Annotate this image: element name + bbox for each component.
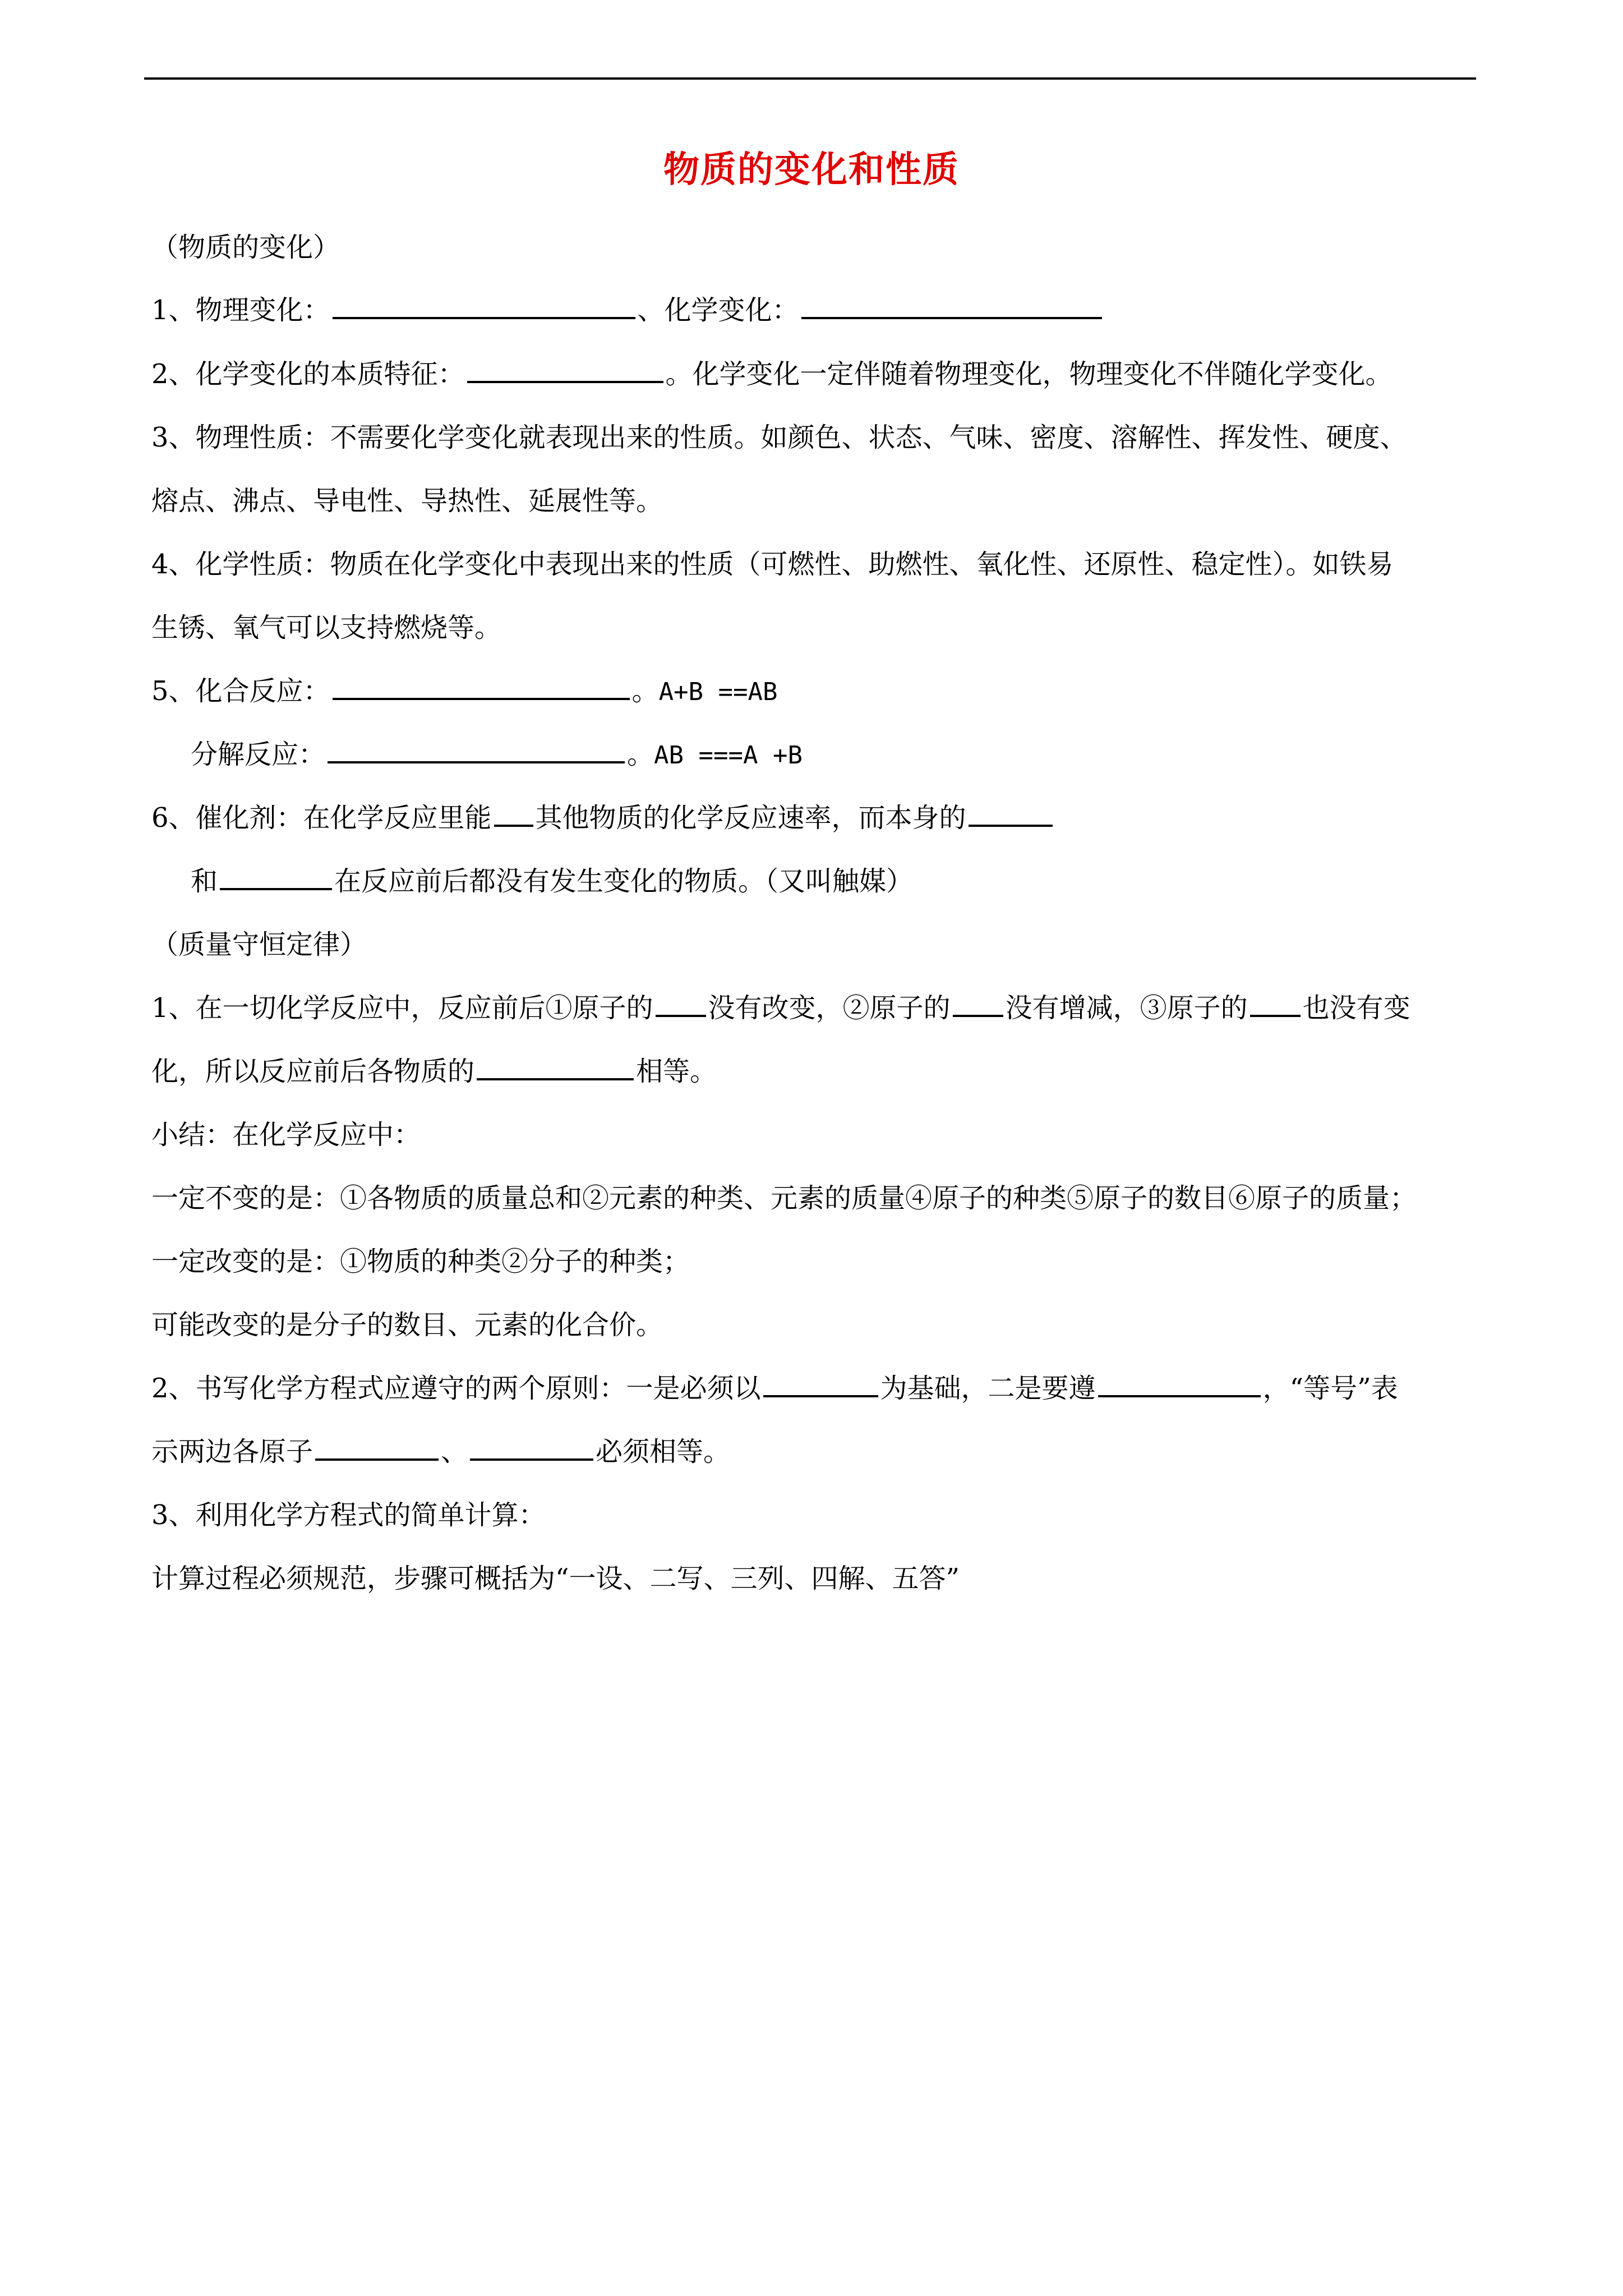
item-5-line-1 bbox=[151, 671, 777, 712]
blank-atom-type[interactable] bbox=[656, 989, 706, 1017]
law-item-2-line-2 bbox=[151, 1432, 730, 1471]
summary-unchanged: 一定不变的是：①各物质的质量总和②元素的种类、元素的质量④原子的种类⑤原子的数目⑥原子的质量； bbox=[151, 1182, 1417, 1214]
blank-atom-number[interactable] bbox=[953, 989, 1003, 1017]
item-2-text: 。化学变化一定伴随着物理变化，物理变化不伴随化学变化。 bbox=[665, 358, 1393, 390]
item-5-period-2: 。 bbox=[627, 739, 654, 770]
catalyst-and: 和 bbox=[191, 866, 218, 897]
law-item-1-text-f: 相等。 bbox=[636, 1056, 717, 1087]
catalyst-text: 其他物质的化学反应速率，而本身的 bbox=[535, 802, 966, 834]
blank-follow[interactable] bbox=[1098, 1369, 1261, 1397]
item-1-line bbox=[151, 291, 1104, 330]
section-heading-conservation: （质量守恒定律） bbox=[151, 929, 367, 960]
item-3-line-2: 熔点、沸点、导电性、导热性、延展性等。 bbox=[151, 485, 663, 517]
blank-basis[interactable] bbox=[763, 1369, 878, 1397]
blank-decomposition-reaction[interactable] bbox=[328, 735, 625, 763]
law-item-1-text-e: 化，所以反应前后各物质的 bbox=[151, 1056, 475, 1087]
blank-atom-count[interactable] bbox=[470, 1433, 593, 1461]
header-rule bbox=[144, 77, 1476, 80]
blank-essential-feature[interactable] bbox=[467, 355, 663, 383]
item-5-line-2 bbox=[191, 735, 803, 775]
item-6-line-2 bbox=[191, 862, 913, 901]
law-item-2-line-1 bbox=[151, 1369, 1398, 1408]
item-4-line-2: 生锈、氧气可以支持燃烧等。 bbox=[151, 612, 502, 643]
law-item-1-text-d: 也没有变 bbox=[1302, 992, 1410, 1024]
law-item-1-text-a: 1、在一切化学反应中，反应前后①原子的 bbox=[151, 992, 653, 1024]
calculation-steps: 计算过程必须规范，步骤可概括为“一设、二写、三列、四解、五答” bbox=[151, 1563, 960, 1594]
law-item-2-text-c: ，“等号”表 bbox=[1262, 1373, 1398, 1404]
law-item-1-text-b: 没有改变，②原子的 bbox=[708, 992, 951, 1024]
blank-combination-reaction[interactable] bbox=[333, 672, 630, 700]
blank-catalyst-rate[interactable] bbox=[494, 799, 533, 827]
summary-heading: 小结：在化学反应中： bbox=[151, 1119, 421, 1151]
item-2-label: 2、化学变化的本质特征： bbox=[151, 358, 465, 390]
law-item-3: 3、利用化学方程式的简单计算： bbox=[151, 1499, 546, 1531]
law-item-1-line-2 bbox=[151, 1052, 717, 1091]
blank-atom-mass[interactable] bbox=[1250, 989, 1301, 1017]
law-item-2-text-d: 示两边各原子 bbox=[151, 1436, 313, 1467]
item-2-line bbox=[151, 355, 1393, 394]
law-item-2-text-e: 、 bbox=[441, 1436, 468, 1467]
section-heading-changes: （物质的变化） bbox=[151, 232, 340, 263]
blank-atom-kind[interactable] bbox=[315, 1433, 439, 1461]
item-6-line-1 bbox=[151, 798, 1055, 838]
law-item-2-text-b: 为基础，二是要遵 bbox=[880, 1373, 1096, 1404]
blank-chemical-change[interactable] bbox=[801, 291, 1102, 319]
document-title: 物质的变化和性质 bbox=[663, 149, 960, 191]
catalyst-text-2: 在反应前后都没有发生变化的物质。（又叫触媒） bbox=[334, 866, 914, 897]
item-4-line-1: 4、化学性质：物质在化学变化中表现出来的性质（可燃性、助燃性、氧化性、还原性、稳定性）。如铁易 bbox=[151, 549, 1394, 580]
law-item-2-text-a: 2、书写化学方程式应遵守的两个原则：一是必须以 bbox=[151, 1373, 761, 1404]
catalyst-label: 6、催化剂：在化学反应里能 bbox=[151, 802, 492, 834]
decomposition-reaction-label: 分解反应： bbox=[191, 739, 326, 770]
blank-catalyst-property-2[interactable] bbox=[220, 862, 332, 890]
item-1-chemical-label: 、化学变化： bbox=[637, 295, 799, 326]
blank-total-mass[interactable] bbox=[477, 1052, 634, 1080]
item-3-line-1: 3、物理性质：不需要化学变化就表现出来的性质。如颜色、状态、气味、密度、溶解性、挥发性、硬度、 bbox=[151, 422, 1407, 453]
item-1-physical-label: 1、物理变化： bbox=[151, 295, 330, 326]
combination-reaction-label: 5、化合反应： bbox=[151, 675, 330, 707]
blank-physical-change[interactable] bbox=[333, 291, 635, 319]
decomposition-equation: AB ===A +B bbox=[654, 741, 803, 770]
combination-equation: A+B ==AB bbox=[658, 678, 778, 706]
blank-catalyst-property-1[interactable] bbox=[969, 799, 1053, 827]
law-item-1-line-1 bbox=[151, 988, 1410, 1028]
item-5-period: 。 bbox=[631, 675, 659, 707]
summary-changed: 一定改变的是：①物质的种类②分子的种类； bbox=[151, 1246, 690, 1277]
law-item-2-text-f: 必须相等。 bbox=[596, 1436, 731, 1467]
law-item-1-text-c: 没有增减，③原子的 bbox=[1005, 992, 1248, 1024]
summary-possibly-changed: 可能改变的是分子的数目、元素的化合价。 bbox=[151, 1309, 663, 1341]
